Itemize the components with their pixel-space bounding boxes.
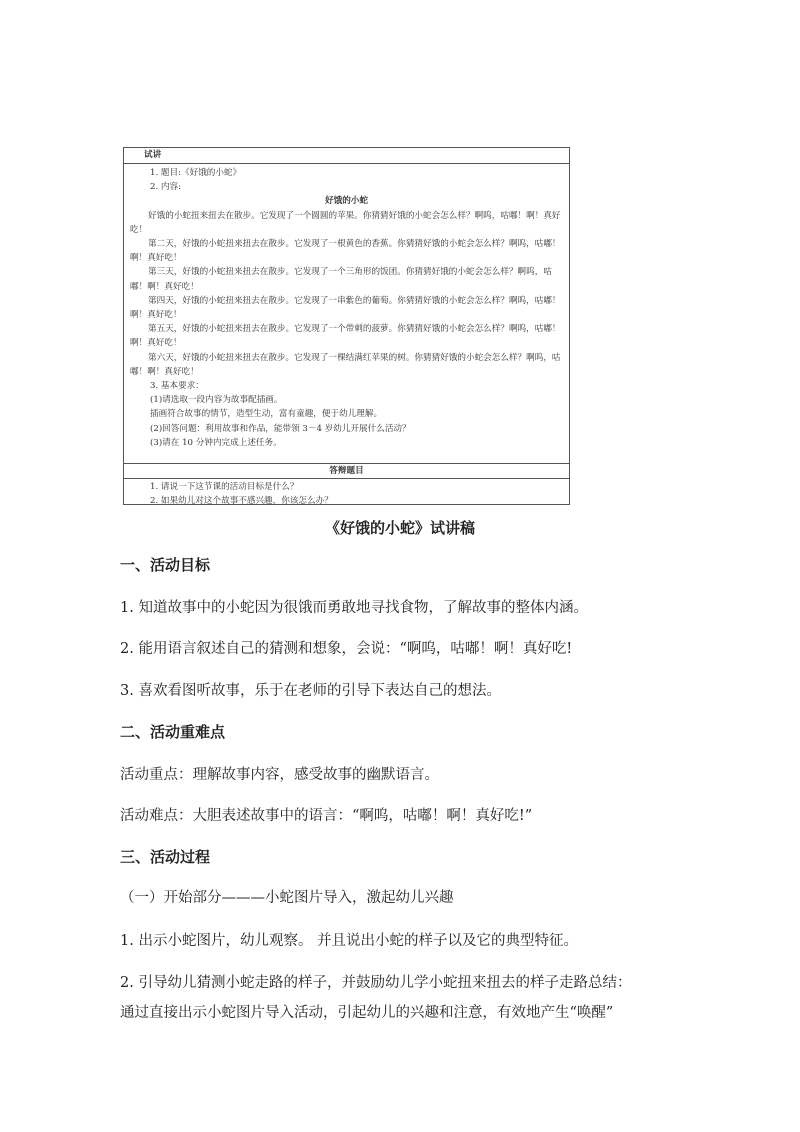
process-step: 1. 出示小蛇图片，幼儿观察。 并且说出小蛇的样子以及它的典型特征。 [120, 933, 579, 949]
story-paragraph: 第二天，好饿的小蛇扭来扭去在散步。它发现了一根黄色的香蕉。你猜猜好饿的小蛇会怎么样？啊呜，咕嘟！啊！真好吃！ [130, 239, 561, 264]
process-part-heading: （一）开始部分———小蛇图片导入，激起幼儿兴趣 [120, 890, 454, 906]
requirement-item: (3)请在 10 分钟内完成上述任务。 [150, 437, 282, 448]
document-title: 《好饿的小蛇》试讲稿 [324, 519, 475, 537]
requirements-label: 3. 基本要求： [150, 381, 204, 392]
process-step: 2. 引导幼儿猜测小蛇走路的样子，并鼓励幼儿学小蛇扭来扭去的样子走路总结： [120, 975, 632, 991]
exam-question-box [123, 147, 570, 505]
difficult-point: 活动难点：大胆表述故事中的语言：“啊呜，咕嘟！啊！真好吃!” [120, 808, 533, 824]
requirement-item: (2)回答问题：利用故事和作品，能带领 3－4 岁幼儿开展什么活动？ [150, 423, 411, 434]
exam-content [124, 164, 569, 464]
story-paragraph: 第六天，好饿的小蛇扭来扭去在散步。它发现了一棵结满红苹果的树。你猜猜好饿的小蛇会怎么样？啊呜，咕嘟！啊！真好吃！ [130, 352, 561, 377]
story-title: 好饿的小蛇 [325, 196, 368, 207]
story-paragraph: 第四天，好饿的小蛇扭来扭去在散步。它发现了一串紫色的葡萄。你猜猜好饿的小蛇会怎么样？啊呜，咕嘟！啊！真好吃！ [130, 295, 561, 321]
requirement-item: 插画符合故事的情节，造型生动，富有童趣，便于幼儿理解。 [150, 409, 383, 420]
section-heading-key-points: 二、活动重难点 [120, 723, 226, 741]
exam-header: 试讲 [124, 148, 569, 164]
story-paragraph: 第五天，好饿的小蛇扭来扭去在散步。它发现了一个带刺的菠萝。你猜猜好饿的小蛇会怎么样？啊呜，咕嘟！啊！真好吃！ [130, 324, 561, 349]
requirement-item: (1)请选取一段内容为故事配插画。 [150, 395, 283, 406]
section-heading-process: 三、活动过程 [120, 848, 211, 866]
process-step-continued: 通过直接出示小蛇图片导入活动，引起幼儿的兴趣和注意，有效地产生“唤醒” [120, 1005, 614, 1021]
question-item: 2. 如果幼儿对这个故事不感兴趣，你该怎么办？ [150, 496, 333, 507]
story-paragraph: 第三天，好饿的小蛇扭来扭去在散步。它发现了一个三角形的饭团。你猜猜好饿的小蛇会怎么样？啊呜，咕嘟！啊！真好吃！ [130, 267, 552, 292]
goal-item: 1. 知道故事中的小蛇因为很饿而勇敢地寻找食物，了解故事的整体内涵。 [120, 600, 588, 616]
section-heading-goals: 一、活动目标 [120, 556, 211, 574]
exam-content-label: 2. 内容: [150, 182, 182, 193]
exam-topic: 1. 题目:《好饿的小蛇》 [150, 168, 242, 178]
goal-item: 2. 能用语言叙述自己的猜测和想象，会说：“啊呜，咕嘟！啊！真好吃! [120, 641, 573, 657]
story-paragraph: 好饿的小蛇扭来扭去在散步。它发现了一个圆圆的苹果。你猜猜好饿的小蛇会怎么样？啊呜，咕嘟！啊！真好吃！ [130, 210, 561, 235]
question-item: 1. 请说一下这节课的活动目标是什么？ [150, 482, 299, 492]
goal-item: 3. 喜欢看图听故事，乐于在老师的引导下表达自己的想法。 [120, 683, 501, 699]
questions-header: 答辩题目 [124, 464, 569, 479]
questions-list [124, 479, 569, 508]
key-point: 活动重点：理解故事内容，感受故事的幽默语言。 [120, 767, 439, 783]
